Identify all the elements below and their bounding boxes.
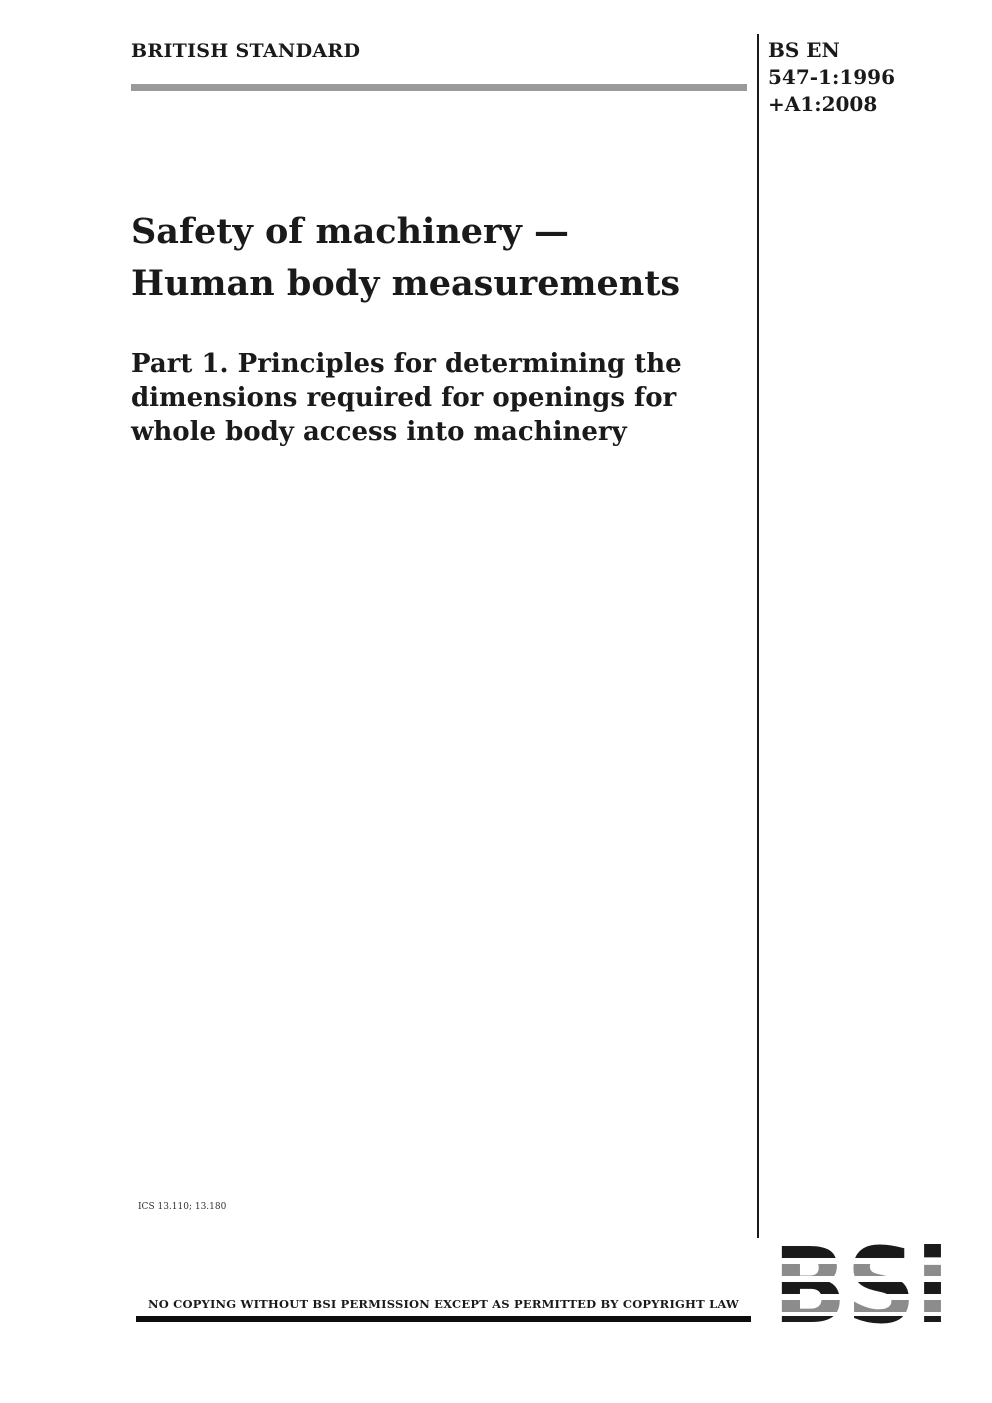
document-number-line-2: 547-1:1996: [768, 65, 896, 89]
document-number: [768, 37, 895, 118]
footer-rule: [136, 1316, 751, 1322]
document-subtitle: [131, 347, 741, 449]
standard-type-label: BRITISH STANDARD: [131, 40, 361, 62]
title-line-1: Safety of machinery —: [131, 211, 569, 252]
subtitle-line-3: whole body access into machinery: [131, 417, 627, 447]
document-number-line-1: BS EN: [768, 38, 840, 62]
document-title: [131, 206, 741, 310]
title-line-2: Human body measurements: [131, 263, 681, 304]
ics-code: ICS 13.110; 13.180: [138, 1202, 227, 1212]
subtitle-line-1: Part 1. Principles for determining the: [131, 349, 682, 379]
vertical-divider: [757, 34, 759, 1238]
subtitle-line-2: dimensions required for openings for: [131, 383, 677, 413]
document-number-line-3: +A1:2008: [768, 92, 878, 116]
header-rule: [131, 84, 747, 91]
bsi-logo-icon: [773, 1244, 949, 1324]
copyright-notice: NO COPYING WITHOUT BSI PERMISSION EXCEPT AS PERMITTED BY COPYRIGHT LAW: [148, 1297, 740, 1311]
